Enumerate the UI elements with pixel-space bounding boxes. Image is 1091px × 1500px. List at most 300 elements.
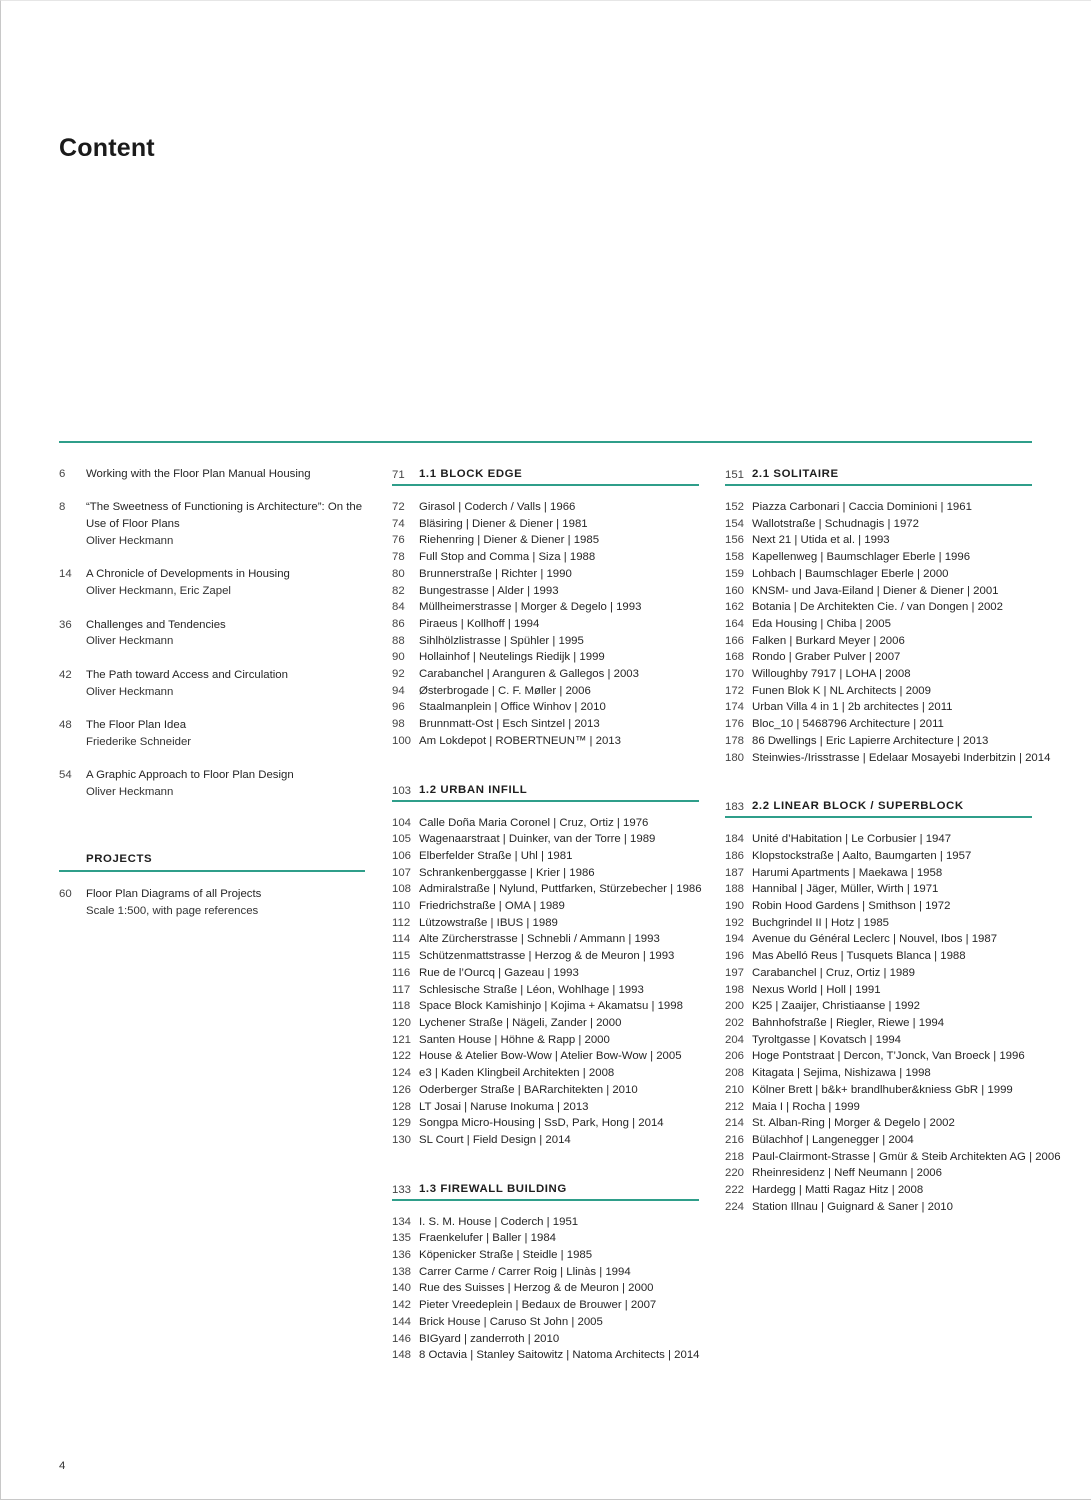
toc-entry-author: Oliver Heckmann <box>86 685 174 698</box>
project-page: 100 <box>392 734 412 747</box>
project-text: Buchgrindel II | Hotz | 1985 <box>752 916 889 929</box>
page-title: Content <box>59 134 155 162</box>
project-entry[interactable] <box>392 1115 699 1132</box>
project-text: Sihlhölzlistrasse | Spühler | 1995 <box>419 634 584 647</box>
project-entry[interactable] <box>725 549 1032 566</box>
project-page: 200 <box>725 1000 745 1013</box>
project-entry[interactable] <box>392 532 699 549</box>
project-text: Tyroltgasse | Kovatsch | 1994 <box>752 1033 902 1046</box>
project-entry[interactable] <box>392 666 699 683</box>
project-text: Schrankenberggasse | Krier | 1986 <box>419 866 595 879</box>
project-text: 8 Octavia | Stanley Saitowitz | Natoma Architects | 2014 <box>419 1349 700 1362</box>
project-entry[interactable] <box>725 915 1032 932</box>
project-page: 136 <box>392 1249 412 1262</box>
project-text: Maia I | Rocha | 1999 <box>752 1100 860 1113</box>
project-text: 86 Dwellings | Eric Lapierre Architecture | 2013 <box>752 734 989 747</box>
project-text: Carabanchel | Aranguren & Gallegos | 2003 <box>419 668 639 681</box>
project-text: Klopstockstraße | Aalto, Baumgarten | 1957 <box>752 849 972 862</box>
project-entry[interactable] <box>725 499 1032 516</box>
project-text: Piraeus | Kollhoff | 1994 <box>419 617 540 630</box>
project-entry[interactable] <box>725 683 1032 700</box>
project-entry[interactable] <box>725 633 1032 650</box>
project-entry[interactable] <box>392 982 699 999</box>
project-page: 104 <box>392 816 412 829</box>
project-entry[interactable] <box>392 1280 699 1297</box>
projects-column-right <box>725 466 1061 1247</box>
project-text: LT Josai | Naruse Inokuma | 2013 <box>419 1100 589 1113</box>
project-text: Paul-Clairmont-Strasse | Gmür & Steib Architekten AG | 2006 <box>752 1150 1061 1163</box>
toc-entry[interactable] <box>59 466 365 483</box>
section-heading[interactable] <box>392 466 699 486</box>
project-entry[interactable] <box>392 1015 699 1032</box>
project-entry[interactable] <box>392 1048 699 1065</box>
project-text: Santen House | Höhne & Rapp | 2000 <box>419 1033 610 1046</box>
section-page: 103 <box>392 784 412 797</box>
project-text: Kölner Brett | b&k+ brandlhuber&kniess GbR | 1999 <box>752 1083 1013 1096</box>
toc-entry-page: 6 <box>59 468 66 480</box>
project-page: 204 <box>725 1033 745 1046</box>
toc-entry-title: Challenges and Tendencies <box>86 618 226 631</box>
project-entry[interactable] <box>725 1048 1032 1065</box>
project-page: 105 <box>392 833 412 846</box>
project-entry[interactable] <box>725 583 1032 600</box>
project-text: Bülachhof | Langenegger | 2004 <box>752 1133 914 1146</box>
project-entry[interactable] <box>392 948 699 965</box>
project-page: 164 <box>725 617 745 630</box>
project-text: House & Atelier Bow-Wow | Atelier Bow-Wow | 2005 <box>419 1050 682 1063</box>
project-entry[interactable] <box>392 931 699 948</box>
toc-entry-author: Oliver Heckmann <box>86 635 174 648</box>
section-heading[interactable] <box>392 1181 699 1201</box>
toc-entry-title: The Floor Plan Idea <box>86 718 187 731</box>
project-text: Köpenicker Straße | Steidle | 1985 <box>419 1249 593 1262</box>
toc-entry-title: Working with the Floor Plan Manual Housing <box>86 468 311 480</box>
toc-entry-page: 14 <box>59 568 72 581</box>
project-page: 172 <box>725 684 745 697</box>
project-text: Piazza Carbonari | Caccia Dominioni | 1961 <box>752 501 972 513</box>
project-page: 78 <box>392 551 405 564</box>
project-page: 90 <box>392 651 405 664</box>
project-entry[interactable] <box>392 1065 699 1082</box>
project-entry[interactable] <box>725 733 1032 750</box>
section-title: 1.2 URBAN INFILL <box>419 783 528 796</box>
project-page: 121 <box>392 1033 412 1046</box>
section-page: 71 <box>392 469 405 481</box>
project-page: 114 <box>392 933 411 946</box>
project-page: 154 <box>725 517 745 530</box>
project-page: 170 <box>725 668 745 681</box>
project-page: 180 <box>725 751 745 764</box>
project-entry[interactable] <box>392 898 699 915</box>
project-entry[interactable] <box>392 881 702 898</box>
page-number: 4 <box>59 1460 66 1472</box>
project-entry[interactable] <box>725 1149 1061 1166</box>
project-entry[interactable] <box>392 1347 699 1364</box>
project-text: Avenue du Général Leclerc | Nouvel, Ibos | 1987 <box>752 933 998 946</box>
project-page: 162 <box>725 601 745 614</box>
project-entry[interactable] <box>725 1065 1032 1082</box>
section-title: 2.1 SOLITAIRE <box>752 468 839 480</box>
project-page: 142 <box>392 1299 412 1312</box>
toc-entry-page: 48 <box>59 718 72 731</box>
project-entry[interactable] <box>725 666 1032 683</box>
project-page: 202 <box>725 1016 745 1029</box>
project-page: 176 <box>725 718 745 731</box>
project-text: Station Illnau | Guignard & Saner | 2010 <box>752 1200 953 1213</box>
project-page: 190 <box>725 900 745 913</box>
project-text: Rue de l’Ourcq | Gazeau | 1993 <box>419 966 579 979</box>
project-entry[interactable] <box>725 616 1032 633</box>
project-text: Funen Blok K | NL Architects | 2009 <box>752 684 931 697</box>
project-page: 178 <box>725 734 745 747</box>
project-text: KNSM- und Java-Eiland | Diener & Diener | 2001 <box>752 584 999 597</box>
project-entry[interactable] <box>392 1032 699 1049</box>
project-page: 208 <box>725 1067 745 1080</box>
project-page: 140 <box>392 1282 412 1295</box>
project-text: Mas Abelló Reus | Tusquets Blanca | 1988 <box>752 950 966 963</box>
project-entry[interactable] <box>725 931 1032 948</box>
project-entry[interactable] <box>392 915 699 932</box>
toc-entry-page: 42 <box>59 668 72 681</box>
toc-entry-author: Oliver Heckmann <box>86 785 174 798</box>
project-text: Alte Zürcherstrasse | Schnebli / Ammann | 1993 <box>419 933 660 946</box>
project-entry[interactable] <box>725 516 1032 533</box>
project-entry[interactable] <box>392 1264 699 1281</box>
project-page: 88 <box>392 634 405 647</box>
project-text: Brunnmatt-Ost | Esch Sintzel | 2013 <box>419 718 600 731</box>
project-page: 98 <box>392 718 405 731</box>
project-entry[interactable] <box>725 1165 1032 1182</box>
toc-section <box>392 466 699 750</box>
toc-entry[interactable] <box>59 767 365 801</box>
project-page: 184 <box>725 833 745 846</box>
project-text: Elberfelder Straße | Uhl | 1981 <box>419 849 573 862</box>
project-page: 192 <box>725 916 745 929</box>
project-entry[interactable] <box>392 699 699 716</box>
project-entry[interactable] <box>725 881 1032 898</box>
project-text: Carrer Carme / Carrer Roig | Llinàs | 1994 <box>419 1265 631 1278</box>
project-entry[interactable] <box>392 865 699 882</box>
project-page: 212 <box>725 1100 745 1113</box>
project-entry[interactable] <box>725 865 1032 882</box>
project-entry[interactable] <box>392 1132 699 1149</box>
project-text: Brunnerstraße | Richter | 1990 <box>419 567 572 580</box>
project-entry[interactable] <box>392 1314 699 1331</box>
project-text: Bloc_10 | 5468796 Architecture | 2011 <box>752 718 944 731</box>
project-page: 129 <box>392 1117 412 1130</box>
project-entry[interactable] <box>725 599 1032 616</box>
project-text: Robin Hood Gardens | Smithson | 1972 <box>752 900 951 913</box>
project-text: Botania | De Architekten Cie. / van Dongen | 2002 <box>752 601 1003 614</box>
toc-entry[interactable] <box>59 717 365 751</box>
toc-entry[interactable] <box>59 617 365 651</box>
toc-entry[interactable] <box>59 667 365 701</box>
project-list <box>725 831 1061 1215</box>
toc-section <box>725 798 1061 1215</box>
project-entry[interactable] <box>725 1115 1032 1132</box>
toc-section <box>725 466 1051 766</box>
project-text: Full Stop and Comma | Siza | 1988 <box>419 551 596 564</box>
project-text: Calle Doña Maria Coronel | Cruz, Ortiz | 1976 <box>419 816 649 829</box>
project-text: Eda Housing | Chiba | 2005 <box>752 617 891 630</box>
project-entry[interactable] <box>725 948 1032 965</box>
project-page: 216 <box>725 1133 745 1146</box>
project-entry[interactable] <box>392 1099 699 1116</box>
toc-section <box>392 1181 699 1364</box>
project-list <box>725 499 1051 766</box>
project-text: Wagenaarstraat | Duinker, van der Torre | 1989 <box>419 833 656 846</box>
project-page: 94 <box>392 684 405 697</box>
section-page: 151 <box>725 469 745 481</box>
project-page: 158 <box>725 551 745 564</box>
project-text: St. Alban-Ring | Morger & Degelo | 2002 <box>752 1117 955 1130</box>
project-text: Carabanchel | Cruz, Ortiz | 1989 <box>752 966 915 979</box>
project-page: 84 <box>392 601 405 614</box>
toc-entry-author: Oliver Heckmann <box>86 534 174 547</box>
project-page: 76 <box>392 534 405 547</box>
toc-entry-author: Oliver Heckmann, Eric Zapel <box>86 585 231 598</box>
section-page: 183 <box>725 801 745 814</box>
section-heading[interactable] <box>392 782 699 802</box>
project-text: e3 | Kaden Klingbeil Architekten | 2008 <box>419 1067 615 1080</box>
project-page: 194 <box>725 933 745 946</box>
project-entry[interactable] <box>392 616 699 633</box>
project-entry[interactable] <box>392 1082 699 1099</box>
project-page: 144 <box>392 1315 412 1328</box>
project-text: Fraenkelufer | Baller | 1984 <box>419 1232 556 1245</box>
project-text: Harumi Apartments | Maekawa | 1958 <box>752 866 943 879</box>
toc-entry-title: A Chronicle of Developments in Housing <box>86 568 290 581</box>
project-entry[interactable] <box>725 1032 1032 1049</box>
project-page: 160 <box>725 584 745 597</box>
project-page: 134 <box>392 1215 412 1228</box>
project-page: 186 <box>725 849 745 862</box>
project-text: Hollainhof | Neutelings Riedijk | 1999 <box>419 651 605 664</box>
project-page: 168 <box>725 651 745 664</box>
project-entry[interactable] <box>392 583 699 600</box>
project-page: 220 <box>725 1167 745 1180</box>
project-entry[interactable] <box>725 649 1032 666</box>
project-text: Kapellenweg | Baumschlager Eberle | 1996 <box>752 551 971 564</box>
project-text: Hoge Pontstraat | Dercon, T’Jonck, Van Broeck | 1996 <box>752 1050 1025 1063</box>
project-entry[interactable] <box>392 499 699 516</box>
project-text: Friedrichstraße | OMA | 1989 <box>419 900 565 913</box>
project-entry[interactable] <box>392 733 699 750</box>
project-text: Bahnhofstraße | Riegler, Riewe | 1994 <box>752 1016 945 1029</box>
project-page: 156 <box>725 534 745 547</box>
project-page: 106 <box>392 849 412 862</box>
project-text: Østerbrogade | C. F. Møller | 2006 <box>419 684 591 697</box>
project-text: Space Block Kamishinjo | Kojima + Akamatsu | 1998 <box>419 1000 683 1013</box>
project-entry[interactable] <box>392 683 699 700</box>
toc-entry-subtitle: Scale 1:500, with page references <box>86 904 259 917</box>
project-page: 197 <box>725 966 745 979</box>
project-page: 118 <box>392 1000 411 1013</box>
project-page: 210 <box>725 1083 745 1096</box>
project-text: Girasol | Coderch / Valls | 1966 <box>419 501 576 513</box>
project-list <box>392 815 702 1149</box>
project-text: Bläsiring | Diener & Diener | 1981 <box>419 517 588 530</box>
project-page: 135 <box>392 1232 412 1245</box>
project-page: 108 <box>392 883 412 896</box>
project-text: Lohbach | Baumschlager Eberle | 2000 <box>752 567 949 580</box>
project-entry[interactable] <box>392 1297 699 1314</box>
project-text: Pieter Vreedeplein | Bedaux de Brouwer | 2007 <box>419 1299 657 1312</box>
project-page: 72 <box>392 501 405 513</box>
project-entry[interactable] <box>392 848 699 865</box>
project-page: 198 <box>725 983 745 996</box>
project-page: 146 <box>392 1332 412 1345</box>
project-entry[interactable] <box>725 532 1032 549</box>
project-page: 126 <box>392 1083 412 1096</box>
project-entry[interactable] <box>725 965 1032 982</box>
project-page: 122 <box>392 1050 412 1063</box>
project-page: 80 <box>392 567 405 580</box>
project-entry[interactable] <box>725 1082 1032 1099</box>
project-list <box>392 499 699 750</box>
project-entry[interactable] <box>392 599 699 616</box>
project-page: 82 <box>392 584 405 597</box>
toc-section <box>392 782 702 1149</box>
toc-entry-page: 36 <box>59 618 72 631</box>
project-text: Schlesische Straße | Léon, Wohlhage | 1993 <box>419 983 644 996</box>
project-entry[interactable] <box>725 998 1032 1015</box>
toc-entry[interactable] <box>59 499 365 549</box>
toc-entry-title: The Path toward Access and Circulation <box>86 668 288 681</box>
toc-entry-projects[interactable] <box>59 886 365 920</box>
project-entry[interactable] <box>392 566 699 583</box>
projects-column-middle <box>392 466 702 1396</box>
section-heading[interactable] <box>725 798 1032 818</box>
project-text: Staalmanplein | Office Winhov | 2010 <box>419 701 606 714</box>
project-text: I. S. M. House | Coderch | 1951 <box>419 1215 579 1228</box>
project-page: 159 <box>725 567 745 580</box>
section-page: 133 <box>392 1183 412 1196</box>
project-page: 174 <box>725 701 745 714</box>
project-page: 92 <box>392 668 405 681</box>
project-page: 214 <box>725 1117 745 1130</box>
project-entry[interactable] <box>725 1182 1032 1199</box>
project-text: Hannibal | Jäger, Müller, Wirth | 1971 <box>752 883 939 896</box>
project-text: Lychener Straße | Nägeli, Zander | 2000 <box>419 1016 622 1029</box>
project-entry[interactable] <box>725 716 1032 733</box>
project-page: 120 <box>392 1016 412 1029</box>
project-entry[interactable] <box>392 649 699 666</box>
project-text: Next 21 | Utida et al. | 1993 <box>752 534 890 547</box>
project-page: 166 <box>725 634 745 647</box>
project-page: 86 <box>392 617 405 630</box>
toc-entry-title: “The Sweetness of Functioning is Architecture”: On the Use of Floor Plans <box>86 501 363 531</box>
project-text: BIGyard | zanderroth | 2010 <box>419 1332 560 1345</box>
project-entry[interactable] <box>725 898 1032 915</box>
project-text: Songpa Micro-Housing | SsD, Park, Hong | 2014 <box>419 1117 664 1130</box>
toc-entry-author: Friederike Schneider <box>86 735 192 748</box>
project-entry[interactable] <box>392 516 699 533</box>
project-text: Schützenmattstrasse | Herzog & de Meuron | 1993 <box>419 950 675 963</box>
project-entry[interactable] <box>392 1247 699 1264</box>
project-text: Kitagata | Sejima, Nishizawa | 1998 <box>752 1067 931 1080</box>
toc-entry-page: 54 <box>59 769 72 782</box>
project-entry[interactable] <box>725 1015 1032 1032</box>
project-text: Rheinresidenz | Neff Neumann | 2006 <box>752 1167 942 1180</box>
toc-entry-title: Floor Plan Diagrams of all Projects <box>86 887 262 900</box>
project-page: 187 <box>725 866 745 879</box>
project-text: Unité d’Habitation | Le Corbusier | 1947 <box>752 833 952 846</box>
project-entry[interactable] <box>392 815 699 832</box>
project-entry[interactable] <box>725 750 1051 767</box>
project-entry[interactable] <box>392 965 699 982</box>
project-page: 138 <box>392 1265 412 1278</box>
project-list <box>392 1214 699 1364</box>
project-text: Willoughby 7917 | LOHA | 2008 <box>752 668 911 681</box>
projects-heading: PROJECTS <box>59 851 365 872</box>
project-text: Riehenring | Diener & Diener | 1985 <box>419 534 600 547</box>
project-entry[interactable] <box>392 998 699 1015</box>
project-entry[interactable] <box>725 1099 1032 1116</box>
project-entry[interactable] <box>725 1132 1032 1149</box>
project-page: 74 <box>392 517 405 530</box>
project-entry[interactable] <box>392 1230 699 1247</box>
toc-entry-title: A Graphic Approach to Floor Plan Design <box>86 769 294 782</box>
project-page: 152 <box>725 501 745 513</box>
project-entry[interactable] <box>392 1331 699 1348</box>
essays-column <box>59 466 365 919</box>
project-text: SL Court | Field Design | 2014 <box>419 1133 571 1146</box>
section-title: 1.1 BLOCK EDGE <box>419 468 523 480</box>
project-entry[interactable] <box>725 831 1032 848</box>
section-heading[interactable] <box>725 466 1032 486</box>
project-page: 110 <box>392 900 411 913</box>
project-text: Oderberger Straße | BARarchitekten | 2010 <box>419 1083 638 1096</box>
top-divider <box>59 441 1032 443</box>
project-text: Falken | Burkard Meyer | 2006 <box>752 634 905 647</box>
project-entry[interactable] <box>725 982 1032 999</box>
project-text: Müllheimerstrasse | Morger & Degelo | 1993 <box>419 601 642 614</box>
project-text: Hardegg | Matti Ragaz Hitz | 2008 <box>752 1184 924 1197</box>
project-text: Admiralstraße | Nylund, Puttfarken, Stürzebecher | 1986 <box>419 883 702 896</box>
project-text: Nexus World | Holl | 1991 <box>752 983 881 996</box>
project-text: Urban Villa 4 in 1 | 2b architectes | 2011 <box>752 701 953 714</box>
toc-entry[interactable] <box>59 566 365 600</box>
section-title: 1.3 FIREWALL BUILDING <box>419 1182 567 1195</box>
project-entry[interactable] <box>392 1214 699 1231</box>
project-entry[interactable] <box>392 549 699 566</box>
project-entry[interactable] <box>725 566 1032 583</box>
project-text: Rondo | Graber Pulver | 2007 <box>752 651 901 664</box>
toc-entry-page: 8 <box>59 501 66 514</box>
project-page: 224 <box>725 1200 745 1213</box>
project-entry[interactable] <box>392 831 699 848</box>
project-entry[interactable] <box>725 848 1032 865</box>
project-text: Am Lokdepot | ROBERTNEUN™ | 2013 <box>419 734 621 747</box>
project-text: Steinwies-/Irisstrasse | Edelaar Mosayebi Inderbitzin | 2014 <box>752 751 1051 764</box>
project-page: 117 <box>392 983 411 996</box>
project-page: 112 <box>392 916 411 929</box>
project-text: Bungestrasse | Alder | 1993 <box>419 584 559 597</box>
project-entry[interactable] <box>725 699 1032 716</box>
project-page: 218 <box>725 1150 745 1163</box>
project-page: 128 <box>392 1100 412 1113</box>
project-entry[interactable] <box>392 633 699 650</box>
project-page: 96 <box>392 701 405 714</box>
project-entry[interactable] <box>392 716 699 733</box>
project-page: 188 <box>725 883 745 896</box>
section-title: 2.2 LINEAR BLOCK / SUPERBLOCK <box>752 800 964 813</box>
project-text: K25 | Zaaijer, Christiaanse | 1992 <box>752 1000 921 1013</box>
project-page: 206 <box>725 1050 745 1063</box>
toc-entry-page: 60 <box>59 887 72 900</box>
project-entry[interactable] <box>725 1199 1032 1216</box>
